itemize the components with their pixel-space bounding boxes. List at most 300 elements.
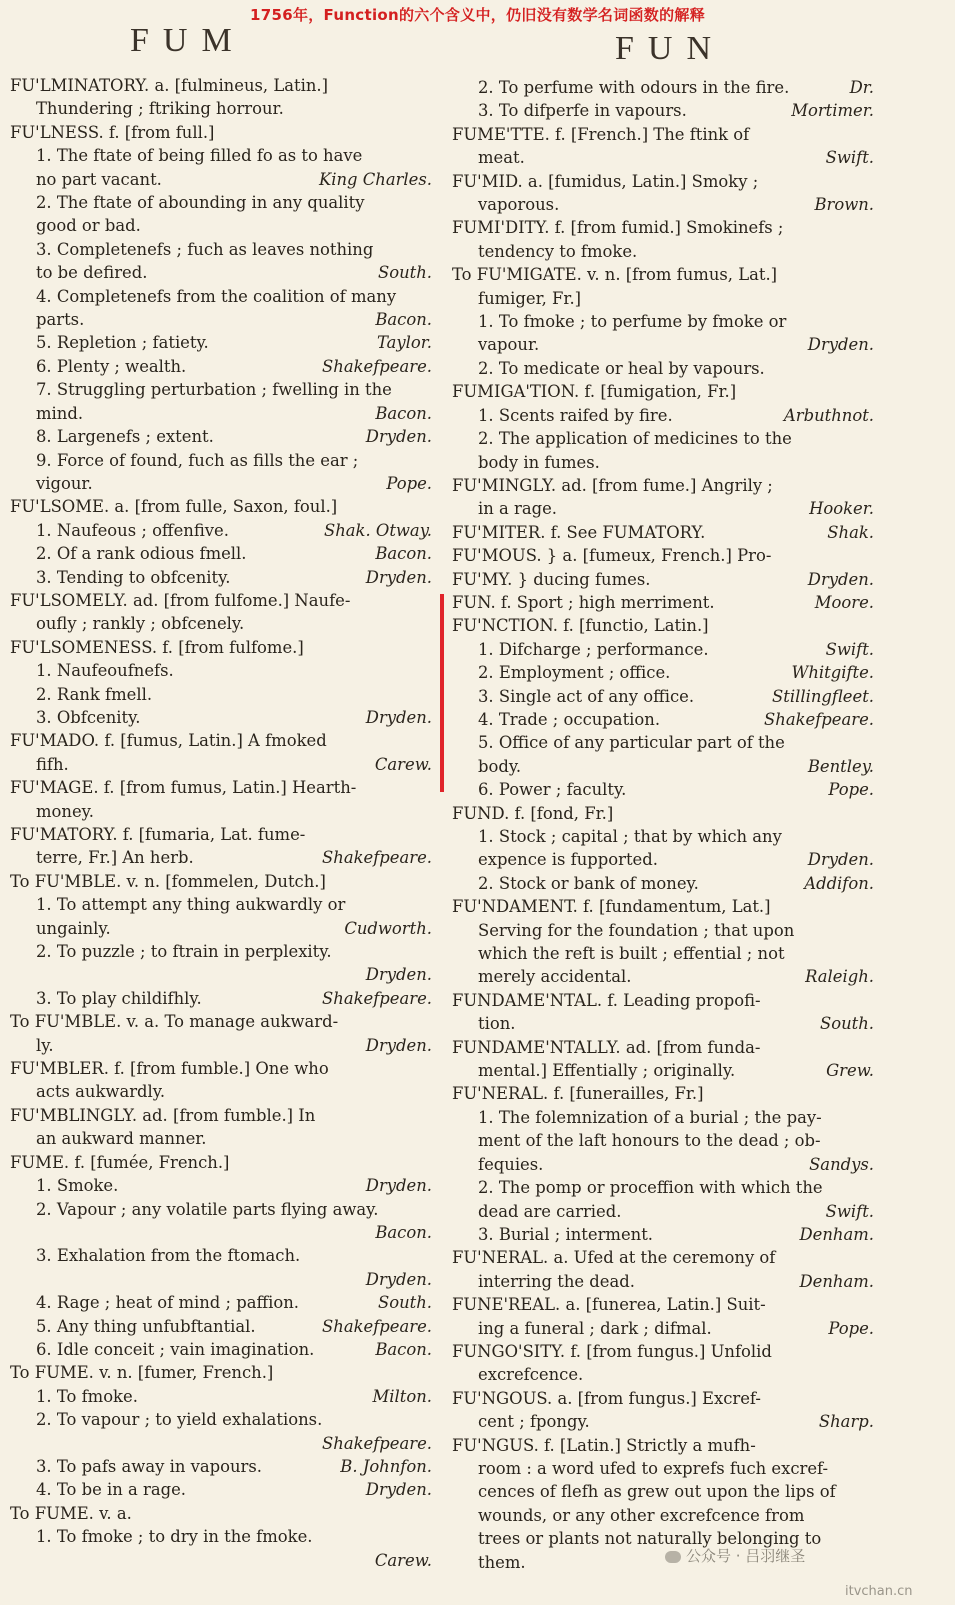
source-citation: Dryden.	[365, 1176, 432, 1196]
line-text: meat.	[478, 148, 525, 168]
line-text: 3. Tending to obfcenity.	[36, 567, 231, 587]
line-text: 2. Of a rank odious fmell.	[36, 544, 247, 564]
line-text: 1. Smoke.	[36, 1176, 119, 1196]
source-citation: Dryden.	[365, 1035, 432, 1055]
line-text: FU'NCTION. f. [functio, Latin.]	[452, 616, 709, 636]
line-text: trees or plants not naturally belonging to	[478, 1529, 822, 1549]
line-text: fifh.	[36, 754, 69, 774]
continuation-line	[10, 261, 432, 284]
continuation-line	[10, 1127, 432, 1150]
line-text: to be defired.	[36, 263, 148, 283]
continuation-line	[10, 308, 432, 331]
definition-line	[452, 825, 874, 848]
line-text: FU'MY. } ducing fumes.	[452, 569, 651, 589]
definition-line	[10, 1478, 432, 1501]
line-text: Serving for the foundation ; that upon	[478, 920, 795, 940]
dictionary-headword-line	[452, 1082, 874, 1105]
line-text: fumiger, Fr.]	[478, 288, 582, 308]
continuation-line	[10, 612, 432, 635]
source-citation: Grew.	[826, 1061, 874, 1081]
dictionary-headword-line	[452, 1246, 874, 1269]
line-text: 4. Completenefs from the coalition of many	[36, 286, 397, 306]
continuation-line	[452, 1551, 874, 1574]
line-text: 6. Idle conceit ; vain imagination.	[36, 1339, 315, 1359]
line-text: 8. Largenefs ; extent.	[36, 427, 214, 447]
line-text: money.	[36, 801, 94, 821]
source-citation: Dryden.	[807, 335, 874, 355]
source-citation: Mortimer.	[791, 101, 874, 121]
dictionary-headword-line	[452, 170, 874, 193]
continuation-line	[452, 240, 874, 263]
dictionary-headword-line	[452, 544, 874, 567]
line-text: FUN. f. Sport ; high merriment.	[452, 592, 715, 612]
definition-line	[10, 1315, 432, 1338]
annotation-banner: 1756年，Function的六个含义中，仍旧没有数学名词函数的解释	[250, 6, 705, 24]
line-text: FU'LSOMENESS. f. [from fulfome.]	[10, 637, 304, 657]
continuation-line	[452, 1059, 874, 1082]
line-text: FU'MAGE. f. [from fumus, Latin.] Hearth-	[10, 778, 357, 798]
dictionary-headword-line	[452, 614, 874, 637]
continuation-line	[452, 451, 874, 474]
page-header-left: FUM	[130, 22, 246, 59]
line-text: expence is fupported.	[478, 850, 658, 870]
continuation-line	[10, 1549, 432, 1572]
dictionary-headword-line	[10, 636, 432, 659]
definition-line	[452, 427, 874, 450]
continuation-line	[10, 800, 432, 823]
line-text: cent ; fpongy.	[478, 1412, 590, 1432]
definition-line	[10, 1244, 432, 1267]
line-text: tendency to fmoke.	[478, 241, 638, 261]
source-citation: Moore.	[814, 592, 874, 612]
line-text: acts aukwardly.	[36, 1082, 166, 1102]
line-text: 7. Struggling perturbation ; fwelling in the	[36, 380, 392, 400]
source-citation: Shakefpeare.	[322, 356, 432, 376]
definition-line	[10, 1408, 432, 1431]
line-text: FUNE'REAL. a. [funerea, Latin.] Suit-	[452, 1295, 766, 1315]
watermark	[665, 1545, 805, 1566]
continuation-line	[452, 848, 874, 871]
line-text: FU'MOUS. } a. [fumeux, French.] Pro-	[452, 546, 772, 566]
line-text: 3. Exhalation from the ftomach.	[36, 1246, 301, 1266]
line-text: To FUME. v. n. [fumer, French.]	[10, 1363, 274, 1383]
definition-line	[452, 76, 874, 99]
continuation-line	[452, 942, 874, 965]
source-citation: Shak.	[827, 522, 874, 542]
dictionary-headword-line	[10, 121, 432, 144]
line-text: FU'NGOUS. a. [from fungus.] Excref-	[452, 1388, 761, 1408]
line-text: 6. Power ; faculty.	[478, 780, 627, 800]
source-citation: South.	[819, 1014, 874, 1034]
line-text: FUMIGA'TION. f. [fumigation, Fr.]	[452, 382, 737, 402]
definition-line	[10, 191, 432, 214]
continuation-line	[452, 919, 874, 942]
line-text: To FU'MBLE. v. a. To manage aukward-	[10, 1012, 339, 1032]
line-text: room : a word ufed to exprefs fuch excref-	[478, 1458, 829, 1478]
line-text: FUME. f. [fumée, French.]	[10, 1152, 230, 1172]
source-citation: Sandys.	[809, 1154, 874, 1174]
dictionary-headword-line	[452, 123, 874, 146]
line-text: dead are carried.	[478, 1201, 622, 1221]
continuation-line	[452, 755, 874, 778]
line-text: an aukward manner.	[36, 1129, 207, 1149]
line-text: parts.	[36, 310, 85, 330]
dictionary-headword-line	[10, 870, 432, 893]
line-text: 5. Office of any particular part of the	[478, 733, 785, 753]
source-citation: Swift.	[825, 148, 874, 168]
line-text: FU'NDAMENT. f. [fundamentum, Lat.]	[452, 897, 771, 917]
page-header-right: FUN	[615, 30, 726, 67]
source-citation: Taylor.	[376, 333, 432, 353]
source-citation: Bacon.	[375, 1339, 432, 1359]
source-citation: Milton.	[372, 1386, 432, 1406]
source-citation: Bacon.	[375, 544, 432, 564]
line-text: To FUME. v. a.	[10, 1503, 132, 1523]
continuation-line	[452, 193, 874, 216]
continuation-line	[452, 1410, 874, 1433]
source-citation: Denham.	[799, 1224, 874, 1244]
definition-line	[10, 1291, 432, 1314]
line-text: 4. Trade ; occupation.	[478, 709, 661, 729]
definition-line	[452, 708, 874, 731]
dictionary-headword-line	[452, 802, 874, 825]
line-text: 5. Repletion ; fatiety.	[36, 333, 209, 353]
line-text: body.	[478, 756, 522, 776]
dictionary-headword-line	[10, 1104, 432, 1127]
source-citation: Raleigh.	[805, 967, 874, 987]
dictionary-headword-line	[10, 1151, 432, 1174]
line-text: mental.] Effentially ; originally.	[478, 1061, 736, 1081]
source-citation: Hooker.	[809, 499, 874, 519]
line-text: 1. Naufeous ; offenfive.	[36, 520, 229, 540]
line-text: FU'LSOMELY. ad. [from fulfome.] Naufe-	[10, 590, 351, 610]
line-text: fequies.	[478, 1154, 544, 1174]
source-citation: Shakefpeare.	[322, 1433, 432, 1453]
continuation-line	[10, 1432, 432, 1455]
definition-line	[452, 310, 874, 333]
continuation-line	[10, 472, 432, 495]
line-text: 4. To be in a rage.	[36, 1480, 186, 1500]
line-text: FU'MADO. f. [fumus, Latin.] A fmoked	[10, 731, 327, 751]
source-citation: Sharp.	[818, 1412, 874, 1432]
continuation-line	[452, 1270, 874, 1293]
source-citation: South.	[377, 1293, 432, 1313]
source-citation: Dryden.	[807, 850, 874, 870]
definition-line	[452, 638, 874, 661]
definition-line	[10, 1174, 432, 1197]
definition-line	[452, 1223, 874, 1246]
source-citation: Dryden.	[807, 569, 874, 589]
dictionary-headword-line	[10, 74, 432, 97]
line-text: 3. Single act of any office.	[478, 686, 695, 706]
line-text: FU'LMINATORY. a. [fulmineus, Latin.]	[10, 76, 328, 95]
line-text: cences of flefh as grew out upon the lips of	[478, 1482, 836, 1502]
definition-line	[10, 285, 432, 308]
line-text: FU'NERAL. f. [funerailles, Fr.]	[452, 1084, 704, 1104]
line-text: FUNGO'SITY. f. [from fungus.] Unfolid	[452, 1341, 772, 1361]
continuation-line	[452, 1200, 874, 1223]
line-text: FU'MINGLY. ad. [from fume.] Angrily ;	[452, 475, 773, 495]
continuation-line	[10, 1221, 432, 1244]
source-citation: Bacon.	[375, 1222, 432, 1242]
continuation-line	[10, 1080, 432, 1103]
definition-line	[10, 1338, 432, 1361]
line-text: 3. To pafs away in vapours.	[36, 1456, 262, 1476]
left-column	[10, 74, 432, 1572]
dictionary-headword-line	[452, 263, 874, 286]
continuation-line	[452, 1457, 874, 1480]
definition-line	[10, 706, 432, 729]
line-text: FU'MID. a. [fumidus, Latin.] Smoky ;	[452, 171, 759, 191]
line-text: 3. Completenefs ; fuch as leaves nothing	[36, 239, 374, 259]
continuation-line	[10, 963, 432, 986]
definition-line	[452, 1176, 874, 1199]
line-text: good or bad.	[36, 216, 141, 236]
definition-line	[10, 1385, 432, 1408]
definition-line	[10, 683, 432, 706]
definition-line	[10, 1455, 432, 1478]
continuation-line	[10, 753, 432, 776]
continuation-line	[10, 1268, 432, 1291]
line-text: no part vacant.	[36, 169, 162, 189]
definition-line	[452, 661, 874, 684]
source-citation: South.	[377, 263, 432, 283]
continuation-line	[452, 965, 874, 988]
dictionary-headword-line	[10, 495, 432, 518]
definition-line	[452, 404, 874, 427]
line-text: ungainly.	[36, 918, 111, 938]
source-citation: Dryden.	[365, 707, 432, 727]
source-citation: Denham.	[799, 1271, 874, 1291]
source-citation: Brown.	[814, 195, 874, 215]
line-text: merely accidental.	[478, 967, 632, 987]
definition-line	[10, 238, 432, 261]
wechat-icon	[665, 1551, 681, 1563]
line-text: oufly ; rankly ; obfcenely.	[36, 614, 245, 634]
highlight-marker-bar	[440, 594, 444, 792]
line-text: in a rage.	[478, 499, 557, 519]
source-citation: Carew.	[374, 1550, 432, 1570]
line-text: 5. Any thing unfubftantial.	[36, 1316, 256, 1336]
line-text: 2. Employment ; office.	[478, 663, 671, 683]
source-citation: Bacon.	[375, 310, 432, 330]
line-text: 2. To perfume with odours in the fire.	[478, 78, 790, 97]
source-citation: Pope.	[828, 1318, 874, 1338]
continuation-line	[10, 168, 432, 191]
line-text: ly.	[36, 1035, 54, 1055]
line-text: 1. To fmoke ; to perfume by fmoke or	[478, 312, 787, 332]
line-text: FUNDAME'NTAL. f. Leading propofi-	[452, 990, 761, 1010]
definition-line	[10, 1525, 432, 1548]
line-text: FU'LSOME. a. [from fulle, Saxon, foul.]	[10, 497, 338, 517]
dictionary-headword-line	[452, 380, 874, 403]
line-text: body in fumes.	[478, 452, 600, 472]
definition-line	[10, 425, 432, 448]
dictionary-headword-line	[452, 1340, 874, 1363]
source-citation: King Charles.	[318, 169, 432, 189]
dictionary-headword-line	[10, 1502, 432, 1525]
line-text: 1. Naufeoufnefs.	[36, 661, 174, 681]
source-citation: Shakefpeare.	[322, 848, 432, 868]
continuation-line	[452, 497, 874, 520]
right-column	[452, 76, 874, 1574]
definition-line	[10, 893, 432, 916]
watermark-text: 公众号 · 吕羽继圣	[686, 1547, 806, 1565]
line-text: Thundering ; ftriking horrour.	[36, 99, 284, 119]
definition-line	[10, 566, 432, 589]
line-text: 4. Rage ; heat of mind ; paffion.	[36, 1293, 300, 1313]
definition-line	[10, 987, 432, 1010]
continuation-line	[10, 402, 432, 425]
source-citation: Cudworth.	[344, 918, 432, 938]
dictionary-headword-line	[10, 823, 432, 846]
line-text: 3. Obfcenity.	[36, 707, 141, 727]
source-citation: Pope.	[828, 780, 874, 800]
line-text: interring the dead.	[478, 1271, 635, 1291]
line-text: 1. To attempt any thing aukwardly or	[36, 895, 346, 915]
line-text: FUND. f. [fond, Fr.]	[452, 803, 614, 823]
source-citation: Swift.	[825, 1201, 874, 1221]
line-text: mind.	[36, 403, 84, 423]
dictionary-headword-line	[10, 1057, 432, 1080]
line-text: 1. The folemnization of a burial ; the pay-	[478, 1107, 822, 1127]
line-text: ment of the laft honours to the dead ; ob-	[478, 1131, 821, 1151]
dictionary-headword-line	[10, 589, 432, 612]
continuation-line	[452, 1012, 874, 1035]
dictionary-headword-line	[452, 1387, 874, 1410]
line-text: 2. The application of medicines to the	[478, 429, 792, 449]
line-text: 1. Stock ; capital ; that by which any	[478, 827, 782, 846]
line-text: FU'NERAL. a. Ufed at the ceremony of	[452, 1248, 776, 1268]
line-text: 6. Plenty ; wealth.	[36, 356, 187, 376]
dictionary-headword-line	[452, 521, 874, 544]
line-text: FU'LNESS. f. [from full.]	[10, 122, 215, 142]
line-text: wounds, or any other excrefcence from	[478, 1505, 805, 1525]
continuation-line	[452, 1129, 874, 1152]
line-text: To FU'MIGATE. v. n. [from fumus, Lat.]	[452, 265, 778, 285]
line-text: them.	[478, 1552, 526, 1572]
source-citation: Pope.	[386, 473, 432, 493]
line-text: vaporous.	[478, 195, 560, 215]
dictionary-headword-line	[452, 568, 874, 591]
definition-line	[452, 778, 874, 801]
line-text: FU'NGUS. f. [Latin.] Strictly a mufh-	[452, 1435, 756, 1455]
definition-line	[10, 378, 432, 401]
line-text: 1. Difcharge ; performance.	[478, 639, 709, 659]
line-text: 2. Vapour ; any volatile parts flying away.	[36, 1199, 379, 1219]
continuation-line	[10, 846, 432, 869]
line-text: vapour.	[478, 335, 540, 355]
line-text: To FU'MBLE. v. n. [fommelen, Dutch.]	[10, 871, 326, 891]
definition-line	[452, 1106, 874, 1129]
definition-line	[10, 331, 432, 354]
dictionary-headword-line	[452, 1293, 874, 1316]
line-text: 1. To fmoke ; to dry in the fmoke.	[36, 1527, 313, 1547]
definition-line	[10, 1198, 432, 1221]
line-text: FUMI'DITY. f. [from fumid.] Smokinefs ;	[452, 218, 784, 238]
line-text: 3. Burial ; interment.	[478, 1224, 653, 1244]
continuation-line	[452, 1527, 874, 1550]
source-citation: Dryden.	[365, 567, 432, 587]
definition-line	[10, 940, 432, 963]
line-text: 2. Rank fmell.	[36, 684, 153, 704]
line-text: 2. Stock or bank of money.	[478, 873, 699, 893]
dictionary-headword-line	[10, 729, 432, 752]
continuation-line	[452, 1153, 874, 1176]
line-text: which the reft is built ; effential ; not	[478, 944, 785, 964]
definition-line	[452, 685, 874, 708]
line-text: 1. The ftate of being filled fo as to have	[36, 146, 363, 166]
line-text: terre, Fr.] An herb.	[36, 848, 194, 868]
source-citation: Dr.	[849, 78, 874, 97]
source-citation: Bacon.	[375, 403, 432, 423]
definition-line	[452, 872, 874, 895]
dictionary-headword-line	[452, 474, 874, 497]
continuation-line	[452, 1317, 874, 1340]
line-text: 2. To medicate or heal by vapours.	[478, 358, 765, 378]
line-text: 2. The ftate of abounding in any quality	[36, 193, 365, 213]
dictionary-headword-line	[10, 776, 432, 799]
definition-line	[10, 144, 432, 167]
continuation-line	[452, 333, 874, 356]
source-citation: Shakefpeare.	[322, 1316, 432, 1336]
continuation-line	[452, 1504, 874, 1527]
continuation-line	[10, 214, 432, 237]
line-text: 2. To vapour ; to yield exhalations.	[36, 1410, 323, 1430]
line-text: 3. To difperfe in vapours.	[478, 101, 687, 121]
continuation-line	[452, 287, 874, 310]
source-citation: Dryden.	[365, 965, 432, 985]
source-citation: Dryden.	[365, 1269, 432, 1289]
dictionary-headword-line	[10, 1010, 432, 1033]
dictionary-headword-line	[452, 216, 874, 239]
line-text: FU'MITER. f. See FUMATORY.	[452, 522, 706, 542]
line-text: FUME'TTE. f. [French.] The ftink of	[452, 124, 750, 144]
continuation-line	[452, 1480, 874, 1503]
line-text: 2. To puzzle ; to ftrain in perplexity.	[36, 942, 332, 962]
line-text: 1. To fmoke.	[36, 1386, 138, 1406]
source-citation: Shakefpeare.	[322, 988, 432, 1008]
source-citation: Stillingfleet.	[772, 686, 874, 706]
source-citation: B. Johnfon.	[340, 1456, 432, 1476]
definition-line	[10, 542, 432, 565]
watermark-url: itvchan.cn	[845, 1584, 913, 1599]
source-citation: Dryden.	[365, 427, 432, 447]
line-text: FU'MBLER. f. [from fumble.] One who	[10, 1059, 329, 1079]
line-text: tion.	[478, 1014, 516, 1034]
continuation-line	[10, 97, 432, 120]
source-citation: Dryden.	[365, 1480, 432, 1500]
line-text: ing a funeral ; dark ; difmal.	[478, 1318, 712, 1338]
line-text: 2. The pomp or proceffion with which the	[478, 1178, 823, 1198]
definition-line	[452, 357, 874, 380]
source-citation: Carew.	[374, 754, 432, 774]
source-citation: Shakefpeare.	[764, 709, 874, 729]
continuation-line	[452, 1363, 874, 1386]
line-text: 3. To play childifhly.	[36, 988, 202, 1008]
definition-line	[452, 731, 874, 754]
source-citation: Shak. Otway.	[323, 520, 432, 540]
source-citation: Whitgifte.	[791, 663, 874, 683]
line-text: vigour.	[36, 473, 93, 493]
dictionary-headword-line	[452, 1036, 874, 1059]
dictionary-headword-line	[452, 989, 874, 1012]
line-text: 9. Force of found, fuch as fills the ear ;	[36, 450, 359, 470]
line-text: FU'MBLINGLY. ad. [from fumble.] In	[10, 1105, 316, 1125]
definition-line	[10, 519, 432, 542]
dictionary-headword-line	[452, 1434, 874, 1457]
dictionary-headword-line	[452, 591, 874, 614]
